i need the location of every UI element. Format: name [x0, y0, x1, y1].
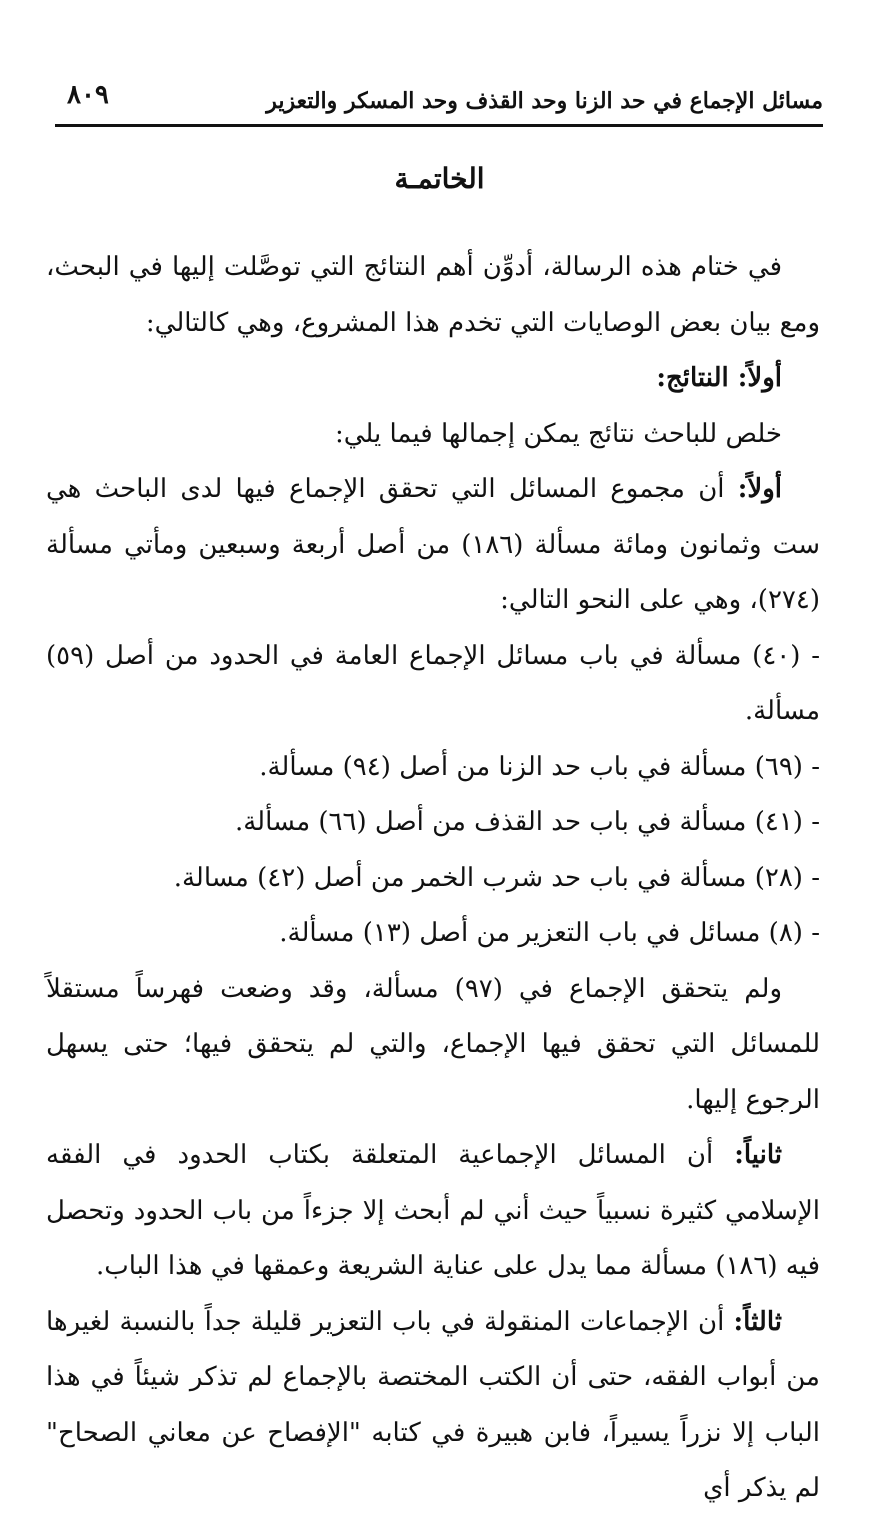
first-result — [46, 462, 820, 629]
not-achieved-paragraph: ولم يتحقق الإجماع في (٩٧) مسألة، وقد وضعت فهرساً مستقلاً للمسائل التي تحقق فيها الإجماع، والتي لم يتحقق فيها؛ حتى يسهل الرجوع إليها. — [46, 973, 820, 1115]
list-item: - (٦٩) مسألة في باب حد الزنا من أصل (٩٤) مسألة. — [259, 751, 820, 782]
first-label: أولاً: — [737, 474, 782, 504]
second-result — [46, 1128, 820, 1295]
running-title: مسائل الإجماع في حد الزنا وحد القذف وحد المسكر والتعزير — [266, 88, 823, 114]
section-title: الخاتمـة — [394, 162, 485, 195]
list-item: - (٨) مسائل في باب التعزير من أصل (١٣) مسألة. — [279, 918, 820, 948]
list-item: - (٤٠) مسألة في باب مسائل الإجماع العامة في الحدود من أصل (٥٩) مسألة. — [46, 640, 820, 726]
results-heading: أولاً: النتائج: — [656, 363, 782, 393]
body-text — [46, 240, 820, 1517]
header-rule — [55, 124, 823, 127]
results-intro: خلص للباحث نتائج يمكن إجمالها فيما يلي: — [334, 418, 782, 449]
third-text: أن الإجماعات المنقولة في باب التعزير قليلة جداً بالنسبة لغيرها من أبواب الفقه، حتى أن الكتب المختصة بالإجماع لم تذكر شيئاً في هذا الباب إلا نزراً يسيراً، فابن هبيرة في كتابه "الإفصاح عن معاني الصحاح" لم يذكر أي — [46, 1306, 820, 1503]
third-label: ثالثاً: — [733, 1306, 782, 1337]
intro-paragraph: في ختام هذه الرسالة، أدوِّن أهم النتائج التي توصَّلت إليها في البحث، ومع بيان بعض الوصايات التي تخدم هذا المشروع، وهي كالتالي: — [46, 252, 820, 338]
list-item: - (٤١) مسألة في باب حد القذف من أصل (٦٦) مسألة. — [234, 807, 820, 837]
second-text: أن المسائل الإجماعية المتعلقة بكتاب الحدود في الفقه الإسلامي كثيرة نسبياً حيث أني لم أبحث إلا جزءاً من باب الحدود وتحصل فيه (١٨٦) مسألة مما يدل على عناية الشريعة وعمقها في هذا الباب. — [46, 1140, 820, 1281]
list-item: - (٢٨) مسألة في باب حد شرب الخمر من أصل (٤٢) مسالة. — [173, 862, 820, 893]
page-number: ٨٠٩ — [67, 80, 109, 110]
second-label: ثانياً: — [734, 1140, 783, 1170]
first-text: أن مجموع المسائل التي تحقق الإجماع فيها لدى الباحث هي ست وثمانون ومائة مسألة (١٨٦) من أصل أربعة وسبعين ومأتي مسألة (٢٧٤)، وهي على النحو التالي: — [46, 474, 820, 615]
page-header — [55, 78, 823, 128]
third-result — [46, 1295, 820, 1517]
